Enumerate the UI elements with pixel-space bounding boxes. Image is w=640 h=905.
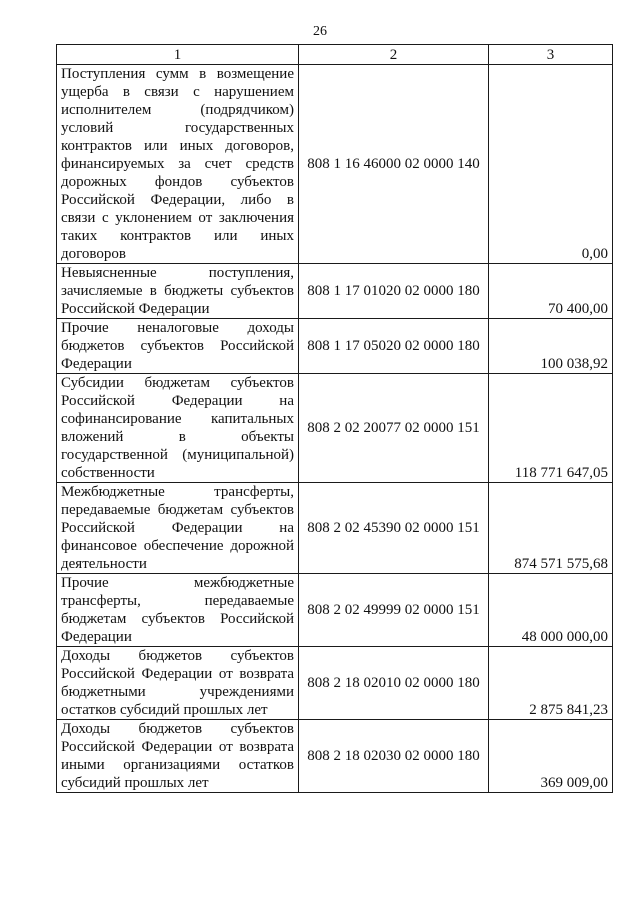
budget-revenue-table (56, 44, 613, 793)
row-amount: 100 038,92 (489, 319, 613, 374)
table-header-row (57, 45, 613, 65)
row-amount: 874 571 575,68 (489, 483, 613, 574)
table-row (57, 65, 613, 264)
row-code: 808 2 02 49999 02 0000 151 (299, 574, 489, 647)
table-row (57, 264, 613, 319)
row-description: Доходы бюджетов субъектов Российской Федерации от возврата иными организациями остатков субсидий прошлых лет (57, 720, 299, 793)
row-description: Межбюджетные трансферты, передаваемые бюджетам субъектов Российской Федерации на финансовое обеспечение дорожной деятельности (57, 483, 299, 574)
row-description: Поступления сумм в возмещение ущерба в связи с нарушением исполнителем (подрядчиком) условий государственных контрактов или иных договоров, финансируемых за счет средств дорожных фондов субъектов Российской Федерации, либо в связи с уклонением от заключения таких контрактов или иных договоров (57, 65, 299, 264)
table-row (57, 647, 613, 720)
row-amount: 118 771 647,05 (489, 374, 613, 483)
row-amount: 2 875 841,23 (489, 647, 613, 720)
table-row (57, 374, 613, 483)
row-description: Субсидии бюджетам субъектов Российской Федерации на софинансирование капитальных вложений в объекты государственной (муниципальной) собственности (57, 374, 299, 483)
column-header-2: 2 (299, 45, 489, 65)
row-code: 808 2 02 45390 02 0000 151 (299, 483, 489, 574)
row-description: Невыясненные поступления, зачисляемые в бюджеты субъектов Российской Федерации (57, 264, 299, 319)
page-number: 26 (313, 24, 327, 39)
row-description: Прочие межбюджетные трансферты, передаваемые бюджетам субъектов Российской Федерации (57, 574, 299, 647)
row-description: Доходы бюджетов субъектов Российской Федерации от возврата бюджетными учреждениями остатков субсидий прошлых лет (57, 647, 299, 720)
table-row (57, 574, 613, 647)
row-description: Прочие неналоговые доходы бюджетов субъектов Российской Федерации (57, 319, 299, 374)
table-row (57, 319, 613, 374)
row-amount: 48 000 000,00 (489, 574, 613, 647)
row-amount: 369 009,00 (489, 720, 613, 793)
row-code: 808 2 02 20077 02 0000 151 (299, 374, 489, 483)
row-amount: 0,00 (489, 65, 613, 264)
table-row (57, 483, 613, 574)
row-code: 808 1 16 46000 02 0000 140 (299, 65, 489, 264)
row-code: 808 2 18 02030 02 0000 180 (299, 720, 489, 793)
row-amount: 70 400,00 (489, 264, 613, 319)
column-header-3: 3 (489, 45, 613, 65)
row-code: 808 2 18 02010 02 0000 180 (299, 647, 489, 720)
column-header-1: 1 (57, 45, 299, 65)
row-code: 808 1 17 05020 02 0000 180 (299, 319, 489, 374)
row-code: 808 1 17 01020 02 0000 180 (299, 264, 489, 319)
table-row (57, 720, 613, 793)
